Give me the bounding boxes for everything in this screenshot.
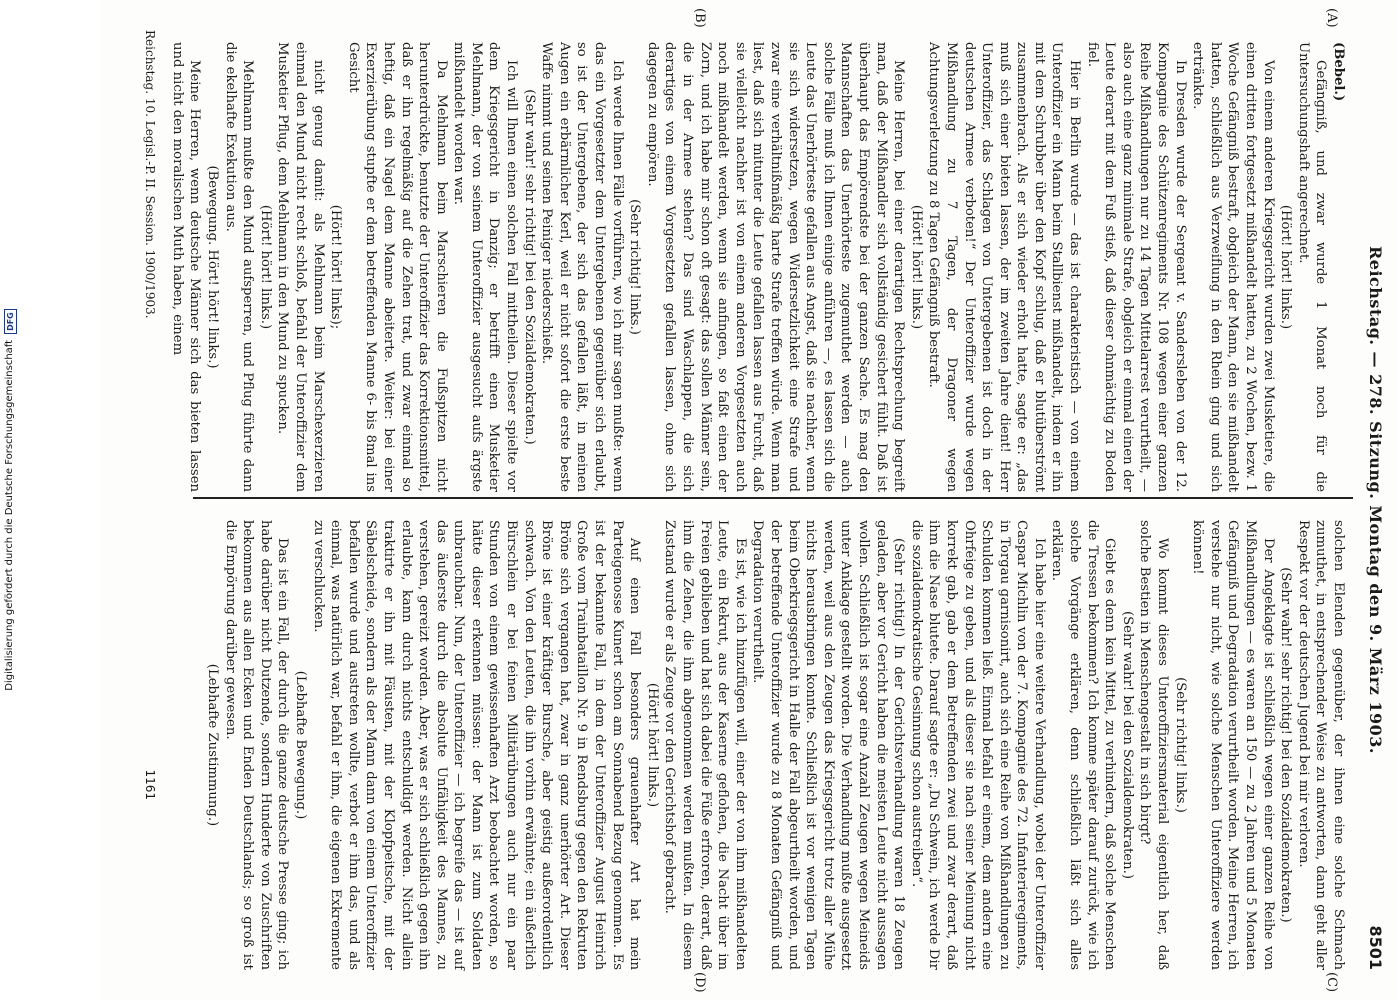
page-footer	[137, 30, 157, 970]
margin-marker-d: (D)	[692, 972, 707, 993]
page-header	[1359, 30, 1385, 970]
paragraph: (Bewegung. Hört! hört! links.)	[205, 165, 220, 369]
dfg-logo-icon: DFG	[4, 309, 17, 334]
header-title: Reichstag. — 278. Sitzung. Montag den 9. März 1903.	[1366, 246, 1385, 754]
paragraph: (Sehr wahr! bei den Sozialdemokraten.)	[1119, 611, 1135, 879]
credit-text: Digitalisierung gefördert durch die Deutsche Forschungsgemeinschaft	[4, 339, 15, 691]
paragraph: Ich will Ihnen einen solchen Fall mittheilen. Dieser spielte vor dem Kriegsgericht in Danzig; er betrifft einen Musketier Mehlmann, der von seinem Unteroffizier ausgesucht aufs ärgste mißhandelt worden war.	[451, 42, 520, 492]
paragraph: (Bebel.)	[1331, 42, 1346, 102]
paragraph: (Hört! hört! links.)	[644, 682, 660, 808]
paragraph: (Sehr wahr! sehr richtig! bei den Sozialdemokraten.)	[1278, 567, 1294, 923]
paragraph: (Hört! hört! links.)	[1278, 204, 1294, 330]
left-column	[168, 42, 1347, 492]
paragraph: (Hört! hört! links.)	[908, 204, 924, 330]
paragraph: Ich habe hier eine weitere Verhandlung, wobei der Unteroffizier Caspar Michlin von der 7. Kompagnie des 72. Infanterieregiments, in Torgau garnisonirt, auch sich eine Reihe von Mißhandlungen zu Schulden kommen ließ. Einmal befahl er einem, dem andern eine Ohrfeige zu geben, und als dieser sie nach seiner Meinung nicht korrekt gab, gab er dem Betreffenden zwei und zwar derart, daß ihm die Nase blutete. Darauf sagte er: „Du Schwein, ich werde Dir die sozialdemokratische Gesinnung schon austreiben“.	[908, 520, 1047, 970]
paragraph: Giebt es denn kein Mittel, zu verhindern, daß solche Menschen die Tressen bekommen? Ich komme später darauf zurück, wie ich solche Vorgänge erklären, denn schließlich läßt sich alles erklären.	[1049, 520, 1118, 970]
column-number: 8501	[1366, 925, 1385, 970]
paragraph: Auf einen Fall besonders grauenhafter Art hat mein Parteigenosse Kunert schon am Sonnabend Bezug genommen. Es ist der bekannte Fall, in dem der Unteroffizier August Heinrich Große vom Trainbataillon Nr. 9 in Rendsburg gegen den Rekruten Bröne sich vergangen hat, zwar in ganz unerhörter Art. Dieser Bröne ist einer kräftiger Bursche, aber geistig außerordentlich schwach. Von den Leuten, die ihn vorhin erwähnte; ein äußerlich Bürschlein er bei feinen Militärübungen auch nur ein paar Stunden von einem gewissenhaften Arzt beobachtet worden, so hätte dieser erkennen müssen: der Mann ist zum Soldaten unbrauchbar. Nun, der Unteroffizier — ich begreife das — ist auf das äußerste durch die absolute Unfähigkeit des Mannes, zu verstehen, gereizt worden. Aber, was er sich schließlich gegen ihn erlaubte, kann durch nichts entschuldigt werden. Nicht allein traktirte er ihn mit Fäusten, mit der Klopfpeitsche, mit der Säbelscheide, sondern als der Mann dann von einem Unteroffizier befallen wurde und austreten wollte, verbot er ihm das, und als einmal, was natürlich war, befahl er ihm, die eigenen Exkremente zu verschlucken.	[310, 520, 643, 970]
margin-marker-a: (A)	[1324, 8, 1339, 28]
paragraph: Da Mehlmann beim Marschieren die Fußspitzen nicht herunterdrückte, benutzte der Unteroffizier das Korrektionsmittel, daß er ihn regelmäßig auf die Zehen trat, und zwar einmal so heftig, daß ein Nagel dem Manne abeiterte. Weiter: bei einer Exerzierübung stupfte er dem betreffenden Manne 6- bis 8mal ins Gesicht	[345, 42, 449, 492]
scanned-page	[100, 0, 1397, 1000]
paragraph: Meine Herren, bei einer derartigen Rechtsprechung begreift man, daß der Mißhandler sich vollständig gesichert fühlt. Daß ist überhaupt das Empörendste bei der ganzen Sache. Es mag den Mannschaften das Unerhörteste zugemuthet werden — auch solche Fälle muß ich Ihnen einige anführen —, es lassen sich die Leute das Unerhörteste gefallen aus Angst, daß sie nachher, wenn sie sich widersetzen, wegen Widersetzlichkeit eine Strafe und zwar eine verhältnißmäßig harte Strafe treffen würde. Wenn man liest, daß sich mitunter die Leute gefallen lassen aus Furcht, daß sie vielleicht nachher ist von einem anderen Vorgesetzten auch noch mißhandelt werden, wenn sie anfingen, so faßt einen der Zorn, und ich habe mir schon oft gesagt: das sollen Männer sein, die in der Armee stehen? Das sind Waschlappen, die sich derartiges von einem Vorgesetzten gefallen lassen, ohne sich dagegen zu empören.	[644, 42, 907, 492]
paragraph: Ich werde Ihnen Fälle vorführen, wo ich mir sagen mußte: wenn das ein Vorgesetzter dem Untergebenen gegenüber sich erlaubt, so ist der Untergebene, der sich das gefallen läßt, in meinen Augen ein erbärmlicher Kerl, weil er nicht sofort die erste beste Waffe nimmt und seinen Peiniger niederschießt.	[539, 42, 625, 492]
paragraph: solchen Elenden gegenüber, der ihnen eine solche Schmach zumuthet, in entsprechender Weise zu antworten, dann geht aller Respekt vor der deutschen Jugend bei mir verloren.	[1295, 520, 1346, 970]
column-divider	[193, 497, 1353, 499]
paragraph: (Sehr richtig! links.)	[627, 199, 643, 335]
paragraph: Wo kommt dieses Unteroffiziersmaterial eigentlich her, daß solche Bestien in Menschengestalt in sich birgt?	[1137, 520, 1171, 970]
paragraph: (Hört! hört! links);	[328, 204, 344, 330]
paragraph: Das ist ein Fall, der durch die ganze deutsche Presse ging; ich habe darüber nicht Dutzende, sondern Hunderte von Zuschriften bekommen aus allen Ecken und Enden Deutschlands; so groß ist die Empörung darüber gewesen.	[222, 520, 291, 970]
paragraph: (Hört! hört! links.)	[257, 204, 273, 330]
digitization-credit	[2, 0, 18, 1000]
paragraph: Mehlmann mußte den Mund aufsperren, und Pflug führte dann die ekelhafte Exekution aus.	[222, 42, 256, 492]
paragraph: (Lebhafte Bewegung.)	[292, 670, 308, 820]
margin-marker-b: (B)	[692, 8, 707, 28]
paragraph: nicht genug damit: als Mehlmann beim Marschexerzieren einmal den Mund nicht recht schloß, befahl der Unteroffizier dem Musketier Pflug, dem Mehlmann in den Mund zu spucken.	[275, 42, 326, 492]
footer-source: Reichstag. 10. Legisl.-P. II. Session. 1900/1903.	[143, 30, 157, 319]
paragraph: Gefängniß, und zwar wurde 1 Monat noch für die Untersuchungshaft angerechnet.	[1295, 42, 1329, 492]
paragraph: Es ist, wie ich hinzufügen will, einer der von ihm mißhandelten Leute, ein Rekrut, aus der Kaserne geflohen, die Nacht über im Freien geblieben und hat sich dabei die Füße erfroren, derart, daß ihm die Zehen, die ihm abgenommen werden mußten. In diesem Zustand wurde er als Zeuge vor den Gerichtshof gebracht.	[662, 520, 748, 970]
margin-marker-c: (C)	[1324, 972, 1339, 993]
paragraph: (Sehr richtig!) In der Gerichtsverhandlung waren 18 Zeugen geladen, aber vor Gericht haben die meisten Leute nicht aussagen wollen. Schließlich ist sogar eine Anzahl Zeugen wegen Meineids unter Anklage gestellt worden. Die Verhandlung mußte ausgesetzt werden, weil aus den Zeugen das Kriegsgericht trotz aller Mühe nichts herausbringen konnte. Schließlich ist vor wenigen Tagen beim Oberkriegsgericht in Halle der Fall abgeurtheilt worden, und der betreffende Unteroffizier wurde zu 8 Monaten Gefängniß und Degradation verurtheilt.	[750, 520, 907, 970]
paragraph: Hier in Berlin wurde — das ist charakteristisch — von einem Unteroffizier ein Mann beim Stallbienst mißhandelt, indem er ihn mit dem Schrubber über den Kopf schlug, daß er blutüberströmt zusammenbrach. Als er sich wieder erholt hatte, sagte er: „das muß sich einer bieten lassen, der im zweiten Jahre dient! Herr Unteroffizier, das Schlagen von Untergebenen ist doch in der deutschen Armee verboten!“ Der Unteroffizier wurde wegen Mißhandlung zu 7 Tagen, der Dragoner wegen Achtungsverletzung zu 8 Tagen Gefängniß bestraft.	[926, 42, 1083, 492]
paragraph: (Sehr richtig! links.)	[1172, 677, 1188, 813]
paragraph: (Lebhafte Zustimmung.)	[205, 663, 220, 827]
paragraph: Der Angeklagte ist schließlich wegen einer ganzen Reihe von Mißhandlungen — es waren an 150 — zu 2 Jahren und 5 Monaten Gefängniß und Degradation verurtheilt worden. Meine Herren, ich verstehe nur nicht, wie solche Menschen Unteroffiziere werden können!	[1190, 520, 1276, 970]
paragraph: (Sehr wahr! sehr richtig! bei den Sozialdemokraten.)	[521, 89, 537, 445]
paragraph: Meine Herren, wenn deutsche Männer sich das bieten lassen und nicht den moralischen Muth haben, einem	[169, 42, 203, 492]
page-number: 1161	[143, 769, 157, 800]
paragraph: Von einem anderen Kriegsgericht wurden zwei Musketiere, die einen dritten fortgesetzt mißhandelt hatten, zu 2 Wochen, bezw. 1 Woche Gefängniß bestraft, obgleich der Mann, den sie mißhandelt hatten, schließlich aus Verzweiflung in den Rhein ging und sich ertränkte.	[1190, 42, 1276, 492]
right-column	[203, 520, 1347, 970]
paragraph: In Dresden wurde der Sergeant v. Sandersleben von der 12. Kompagnie des Schützenregiments Nr. 108 wegen einer ganzen Reihe Mißhandlungen nur zu 14 Tagen Mittelarrest verurtheilt, — also auch eine ganz minimale Strafe, obgleich er einmal einen der Leute derart mit dem Fuß stieß, daß dieser ohnmächtig zu Boden fiel.	[1084, 42, 1188, 492]
